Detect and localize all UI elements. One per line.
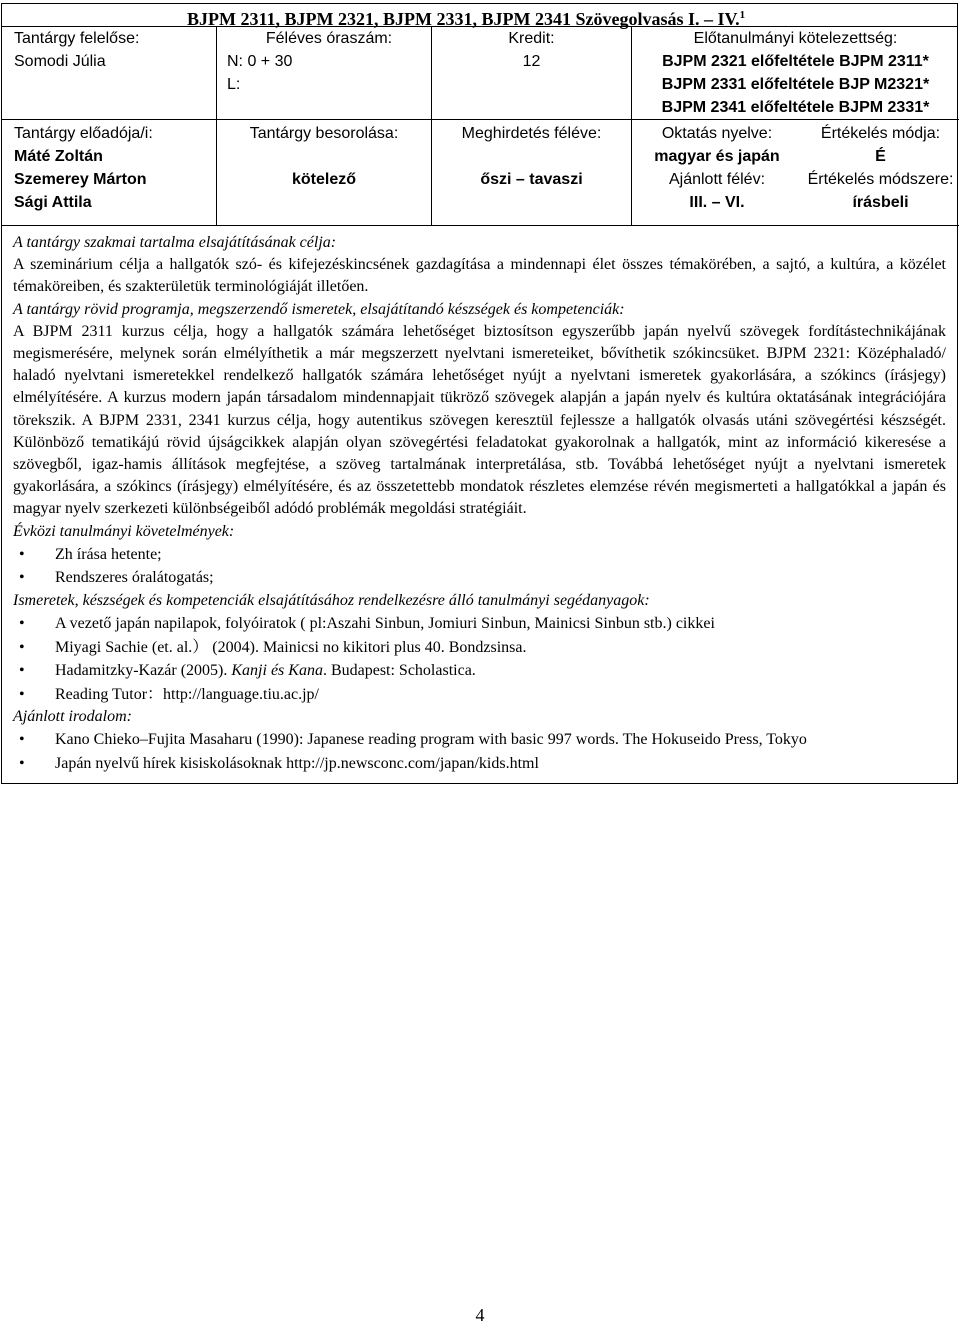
nyelv-value: magyar és japán — [654, 148, 780, 165]
segedanyag-list — [13, 612, 946, 706]
kredit-label: Kredit: — [508, 30, 555, 47]
course-sheet — [1, 3, 958, 784]
list-item: • Japán nyelvű hírek kisiskolásoknak http://jp.newsconc.com/japan/kids.html — [13, 752, 946, 776]
felelos-label: Tantárgy felelőse: — [14, 30, 140, 47]
list-item: • Miyagi Sachie (et. al.） (2004). Mainicsi no kikitori plus 40. Bondzsinsa. — [13, 636, 946, 660]
irodalom-list — [13, 728, 946, 775]
list-item: • Reading Tutor：http://language.tiu.ac.jp/ — [13, 683, 946, 707]
cell-kredit — [432, 27, 632, 120]
cell-nyelv — [632, 120, 802, 225]
list-item — [13, 659, 946, 683]
header-row-2 — [2, 120, 957, 226]
hadamitzky-author: Hadamitzky-Kazár (2005). — [55, 662, 232, 680]
footnote-mark: 1 — [739, 9, 746, 21]
cell-ertekeles — [802, 120, 959, 225]
meghirdetes-value: őszi – tavaszi — [480, 171, 583, 188]
elofeltetel-3: BJPM 2341 előfeltétele BJPM 2331* — [661, 99, 930, 116]
cell-eloado — [2, 120, 217, 226]
list-item: • Rendszeres óralátogatás; — [13, 566, 946, 590]
page-number: 4 — [475, 1305, 485, 1325]
cel-text: A szeminárium célja a hallgatók szó- és kifejezéskincsének gazdagítása a mindennapi élet összes témakörében, a sajtó, a kultúra, a közélet témaköreiben, és szakterületük terminológiáját illetően. — [13, 256, 946, 296]
besorolas-value: kötelező — [291, 171, 356, 188]
cell-meghirdetes — [432, 120, 632, 226]
kredit-value: 12 — [522, 53, 541, 70]
elofeltetel-2: BJPM 2331 előfeltétele BJP M2321* — [661, 76, 930, 93]
cell-felelos — [2, 27, 217, 120]
title-row — [2, 4, 957, 27]
segedanyag-title: Ismeretek, készségek és kompetenciák elsajátításához rendelkezésre álló tanulmányi segédanyagok: — [13, 591, 650, 609]
list-item: • A vezető japán napilapok, folyóiratok ( pl:Aszahi Sinbun, Jomiuri Sinbun, Mainicsi Sinbun stb.) cikkei — [13, 612, 946, 636]
header-row-1 — [2, 27, 957, 120]
course-title-text: BJPM 2311, BJPM 2321, BJPM 2331, BJPM 2341 Szövegolvasás I. – IV. — [187, 9, 740, 29]
ajanlott-value: III. – VI. — [689, 194, 745, 211]
ajanlott-label: Ajánlott félév: — [668, 171, 766, 188]
hadamitzky-title: Kanji és Kana — [231, 662, 323, 680]
list-item: • Kano Chieko–Fujita Masaharu (1990): Japanese reading program with basic 997 words. The Hokuseido Press, Tokyo — [13, 728, 946, 752]
eloado-1: Máté Zoltán — [14, 148, 103, 165]
list-item: • Zh írása hetente; — [13, 543, 946, 567]
oraszam-l: L: — [227, 76, 241, 93]
nyelv-label: Oktatás nyelve: — [661, 125, 773, 142]
cel-title: A tantárgy szakmai tartalma elsajátításának célja: — [13, 234, 337, 251]
program-title: A tantárgy rövid programja, megszerzendő ismeretek, elsajátítandó készségek és kompetenciák: — [13, 300, 625, 318]
oraszam-label: Féléves óraszám: — [265, 30, 393, 47]
cell-besorolas — [217, 120, 432, 226]
course-description — [2, 226, 957, 783]
irodalom-title: Ajánlott irodalom: — [13, 708, 132, 726]
hadamitzky-publisher: . Budapest: Scholastica. — [322, 662, 476, 680]
course-title — [187, 9, 745, 29]
eloado-2: Szemerey Márton — [14, 171, 147, 188]
evkozi-title: Évközi tanulmányi követelmények: — [13, 522, 235, 540]
ertekeles-label: Értékelés módja: — [820, 125, 941, 142]
modszer-value: írásbeli — [852, 194, 909, 211]
elofeltetel-label: Előtanulmányi kötelezettség: — [693, 30, 898, 47]
eloado-3: Sági Attila — [14, 194, 92, 211]
elofeltetel-1: BJPM 2321 előfeltétele BJPM 2311* — [662, 53, 929, 70]
modszer-label: Értékelés módszere: — [807, 171, 954, 188]
program-text: A BJPM 2311 kurzus célja, hogy a hallgatók számára lehetőséget biztosítson egyszerűbb japán nyelvű szövegek fordítástechnikájának megismerésére, melynek során elmélyíthetik a már megszerzett nyelvtani ismereteiket, bővíthetik szókincsüket. BJPM 2321: Középhaladó/ haladó nyelvtani ismeretekkel rendelkező hallgatók számára lehetőséget nyújt a nyelvtani ismeretek gyakorlására, a szókincs (írásjegy) elmélyítésére. A kurzus modern japán társadalom mindennapjait tükröző szövegek alapján a japán nyelv és kultúra oktatásának integrációjára törekszik. A BJPM 2331, 2341 kurzus célja, hogy autentikus szövegen keresztül fejlessze a hallgatók olvasás utáni szövegértési készségét. Különböző tematikájú rövid újságcikkek alapján olyan szövegértési feladatokat gyakorolnak a hallgatók, mint az információ kikeresése a szövegből, igaz-hamis állítások megfejtése, a szöveg tartalmának interpretálása, stb. Továbbá lehetőséget nyújt a nyelvtani ismeretek gyakorlására, a szókincs (írásjegy) elmélyítésére, és az összetettebb mondatok részletes elemzése révén megismerteti a hallgatókkal a japán és magyar nyelv szerkezeti különbségeiből adódó problémák megoldási stratégiáit. — [13, 322, 946, 518]
cell-oraszam — [217, 27, 432, 120]
cell-elofeltetel — [632, 27, 959, 120]
cell-nyelv-ertekeles — [632, 120, 959, 226]
evkozi-list — [13, 543, 946, 590]
oraszam-n: N: 0 + 30 — [227, 53, 293, 70]
meghirdetes-label: Meghirdetés féléve: — [461, 125, 602, 142]
eloado-label: Tantárgy előadója/i: — [14, 125, 153, 142]
besorolas-label: Tantárgy besorolása: — [249, 125, 399, 142]
felelos-name: Somodi Júlia — [14, 53, 106, 70]
ertekeles-value: É — [875, 148, 886, 165]
